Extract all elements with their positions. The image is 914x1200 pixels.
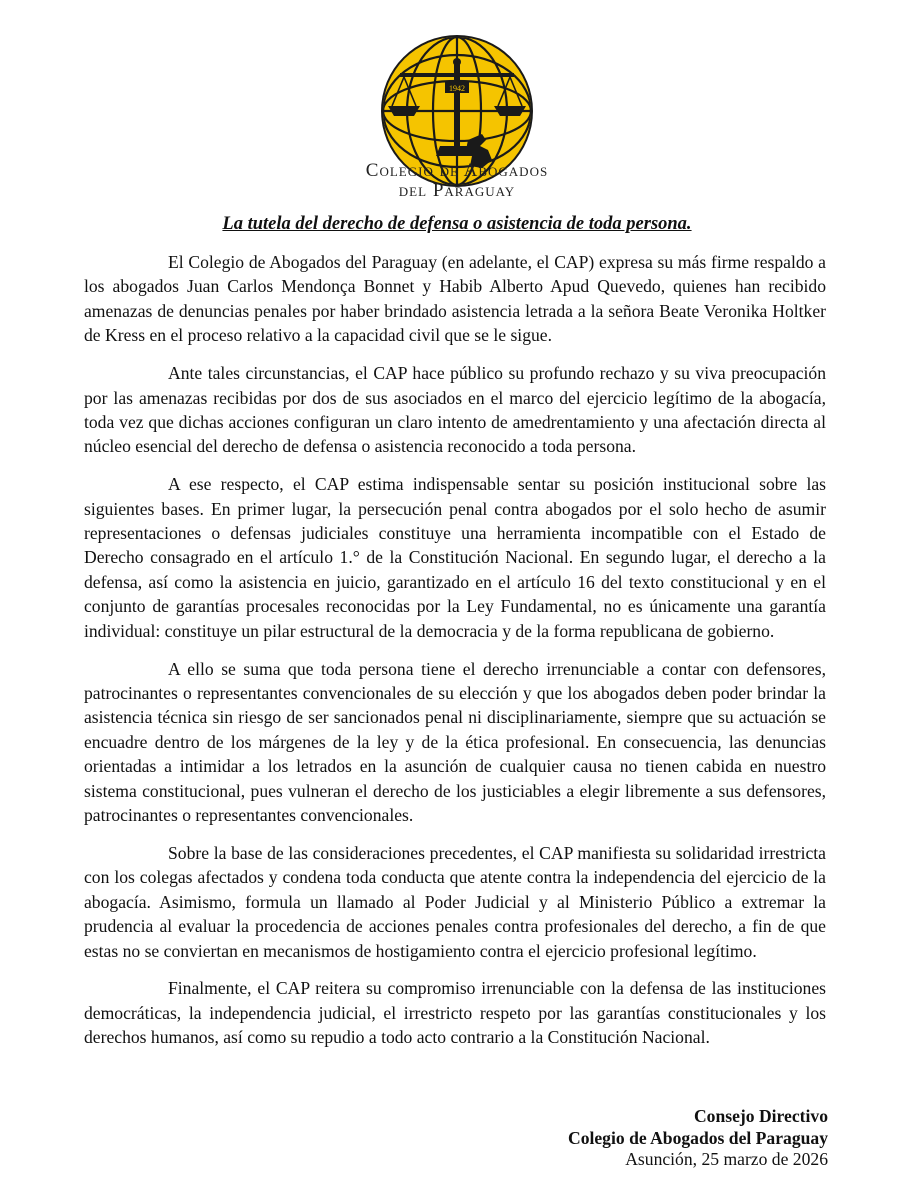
paragraph: Ante tales circunstancias, el CAP hace público su profundo rechazo y su viva preocupación por las amenazas recibidas por dos de sus asociados en el marco del ejercicio legítimo de la abogacía, toda vez que dichas acciones configuran un claro intento de amedrentamiento y una afectación directa al núcleo esencial del derecho de defensa o asistencia reconocido a toda persona. bbox=[84, 363, 826, 457]
document-body bbox=[84, 250, 826, 1063]
signature-place-date: Asunción, 25 marzo de 2026 bbox=[625, 1149, 828, 1169]
org-name-line1: Colegio de Abogados bbox=[365, 160, 549, 181]
paragraph: El Colegio de Abogados del Paraguay (en adelante, el CAP) expresa su más firme respaldo a los abogados Juan Carlos Mendonça Bonnet y Habib Alberto Apud Quevedo, quienes han recibido amenazas de denuncias penales por haber brindado asistencia letrada a la señora Beate Veronika Holtker de Kress en el proceso relativo a la capacidad civil que se le sigue. bbox=[84, 252, 826, 346]
paragraph: A ese respecto, el CAP estima indispensable sentar su posición institucional sobre las siguientes bases. En primer lugar, la persecución penal contra abogados por el solo hecho de asumir representaciones o defensas judiciales constituye una herramienta incompatible con el Estado de Derecho consagrado en el artículo 1.° de la Constitución Nacional. En segundo lugar, el derecho a la defensa, así como la asistencia en juicio, garantizado en el artículo 16 del texto constitucional y en el conjunto de garantías procesales reconocidas por la Ley Fundamental, no es únicamente una garantía individual: constituye un pilar estructural de la democracia y de la forma republicana de gobierno. bbox=[84, 474, 826, 641]
signature-organization: Colegio de Abogados del Paraguay bbox=[567, 1127, 828, 1148]
paragraph: Sobre la base de las consideraciones precedentes, el CAP manifiesta su solidaridad irrestricta con los colegas afectados y condena toda conducta que atente contra la independencia del ejercicio de la abogacía. Asimismo, formula un llamado al Poder Judicial y al Ministerio Público a extremar la prudencia al evaluar la procedencia de acciones penales contra profesionales del derecho, a fin de que estas no se conviertan en mecanismos de hostigamiento contra el ejercicio profesional legítimo. bbox=[84, 842, 826, 961]
signature-block bbox=[568, 1106, 828, 1171]
org-name-line2: del Paraguay bbox=[398, 180, 516, 201]
document-title: La tutela del derecho de defensa o asistencia de toda persona. bbox=[222, 214, 692, 234]
signature-council: Consejo Directivo bbox=[693, 1106, 828, 1126]
paragraph: Finalmente, el CAP reitera su compromiso irrenunciable con la defensa de las instituciones democráticas, la independencia judicial, el irrestricto respeto por las garantías constitucionales y los derechos humanos, así como su repudio a todo acto contrario a la Constitución Nacional. bbox=[84, 978, 826, 1048]
logo-year: 1942 bbox=[449, 84, 465, 93]
paragraph: A ello se suma que toda persona tiene el derecho irrenunciable a contar con defensores, patrocinantes o representantes convencionales de su elección y que los abogados deben poder brindar la asistencia técnica sin riesgo de ser sancionados penal ni disciplinariamente, siempre que su actuación se encuadre dentro de los márgenes de la ley y de la ética profesional. En consecuencia, las denuncias orientadas a intimidar a los letrados en la asunción de cualquier causa no tienen cabida en nuestro sistema constitucional, pues vulneran el derecho de los justiciables a elegir libremente a sus defensores, patrocinantes o representantes convencionales. bbox=[84, 658, 826, 826]
